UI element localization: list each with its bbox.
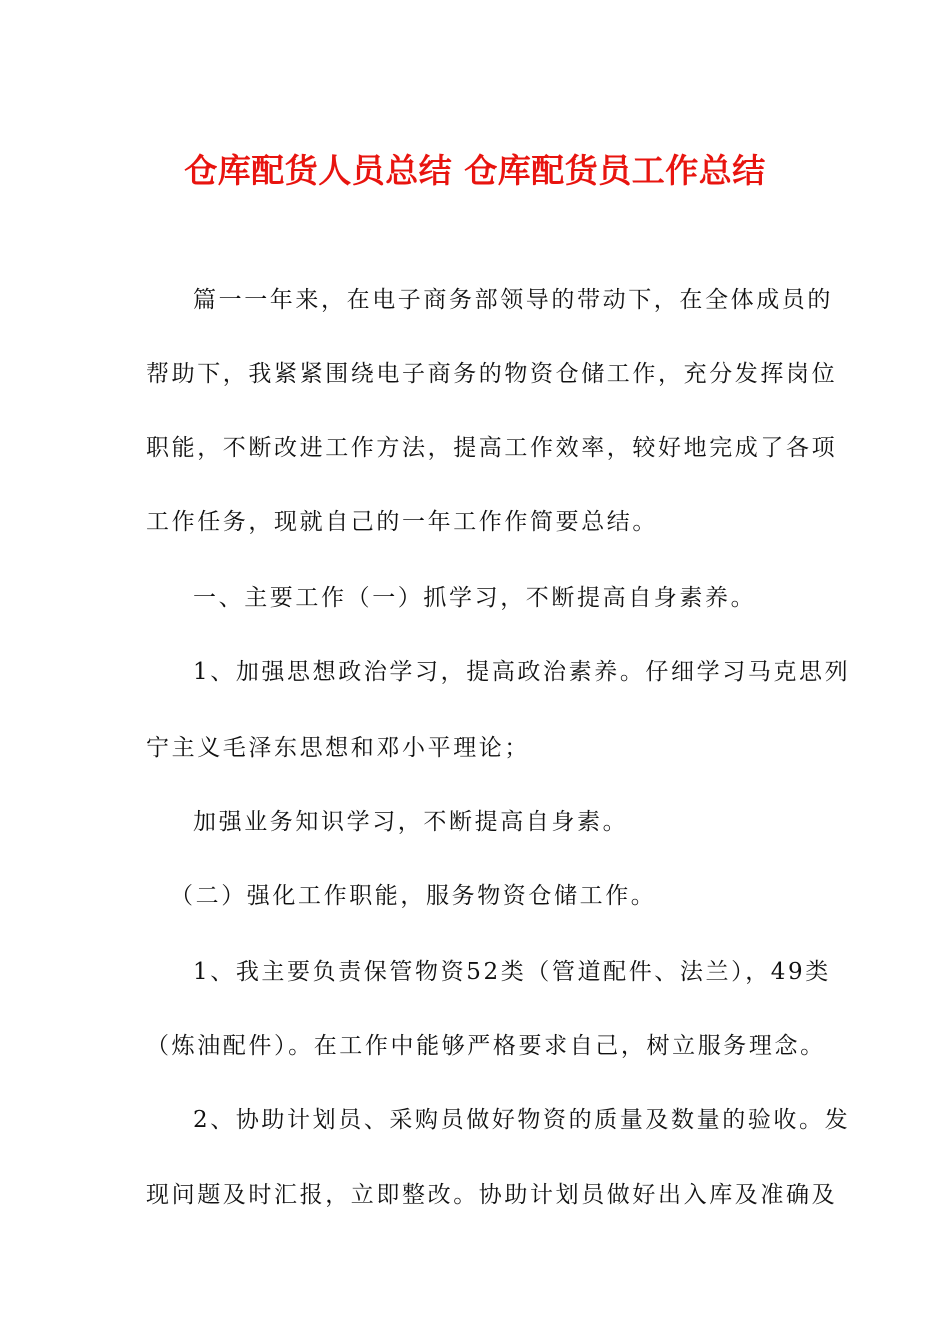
document-title: 仓库配货人员总结 仓库配货员工作总结: [184, 151, 766, 190]
paragraph-line: 加强业务知识学习，不断提高自身素。: [193, 809, 629, 835]
paragraph-line: 1、我主要负责保管物资52类（管道配件、法兰），49类: [193, 959, 831, 985]
paragraph-line: 篇一一年来，在电子商务部领导的带动下，在全体成员的: [193, 287, 833, 313]
paragraph-line: （炼油配件）。在工作中能够严格要求自己，树立服务理念。: [146, 1033, 826, 1059]
paragraph-line: 1、加强思想政治学习，提高政治素养。仔细学习马克思列: [193, 659, 851, 685]
section-heading: 一、主要工作（一）抓学习，不断提高自身素养。: [193, 585, 757, 611]
paragraph-line: 职能，不断改进工作方法，提高工作效率，较好地完成了各项: [146, 435, 838, 461]
paragraph-line: 2、协助计划员、采购员做好物资的质量及数量的验收。发: [193, 1107, 851, 1133]
paragraph-line: 宁主义毛泽东思想和邓小平理论；: [146, 735, 530, 761]
paragraph-line: 工作任务，现就自己的一年工作作简要总结。: [146, 509, 658, 535]
paragraph-line: 帮助下，我紧紧围绕电子商务的物资仓储工作，充分发挥岗位: [146, 361, 838, 387]
subsection-heading: （二）强化工作职能，服务物资仓储工作。: [170, 883, 657, 909]
paragraph-line: 现问题及时汇报，立即整改。协助计划员做好出入库及准确及: [146, 1182, 838, 1208]
